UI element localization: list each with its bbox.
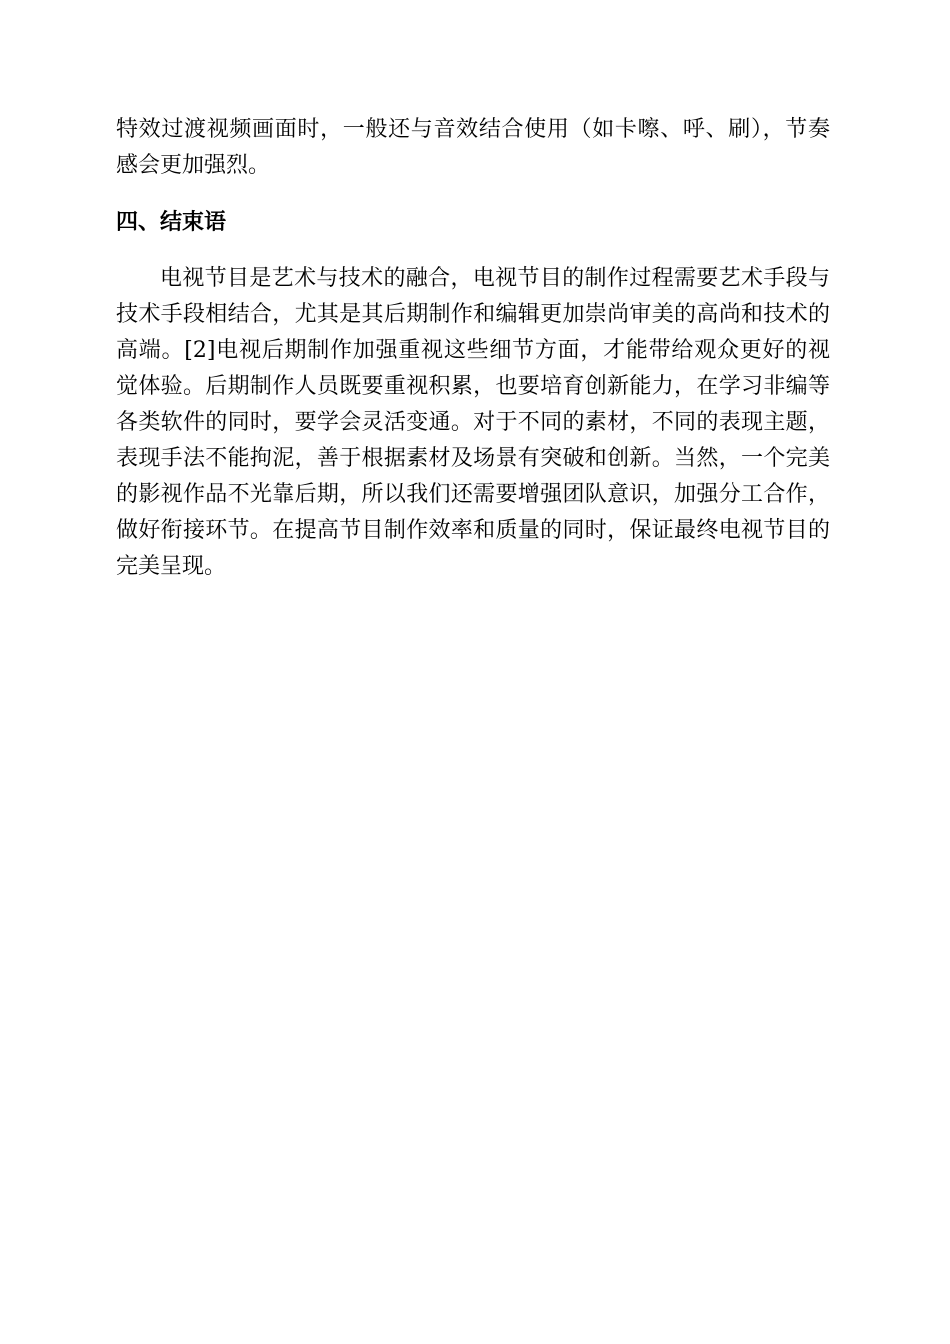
paragraph-line: 各类软件的同时，要学会灵活变通。对于不同的素材，不同的表现主题， xyxy=(116,410,830,435)
paragraph-line: 电视节目是艺术与技术的融合，电视节目的制作过程需要艺术手段与 xyxy=(160,266,830,291)
paragraph-line: 完美呈现。 xyxy=(116,554,227,579)
paragraph-line: 高端。[2]电视后期制作加强重视这些细节方面，才能带给观众更好的视 xyxy=(116,338,830,363)
section-heading: 四、结束语 xyxy=(116,210,227,235)
paragraph-line: 的影视作品不光靠后期，所以我们还需要增强团队意识，加强分工合作， xyxy=(116,482,830,507)
paragraph-line: 觉体验。后期制作人员既要重视积累，也要培育创新能力，在学习非编等 xyxy=(116,374,830,399)
paragraph-line: 特效过渡视频画面时，一般还与音效结合使用（如卡嚓、呼、刷），节奏 xyxy=(116,117,830,142)
paragraph-line: 感会更加强烈。 xyxy=(116,153,271,178)
paragraph-line: 做好衔接环节。在提高节目制作效率和质量的同时，保证最终电视节目的 xyxy=(116,518,830,543)
paragraph-line: 表现手法不能拘泥，善于根据素材及场景有突破和创新。当然，一个完美 xyxy=(116,446,830,471)
paragraph-line: 技术手段相结合，尤其是其后期制作和编辑更加崇尚审美的高尚和技术的 xyxy=(116,302,830,327)
